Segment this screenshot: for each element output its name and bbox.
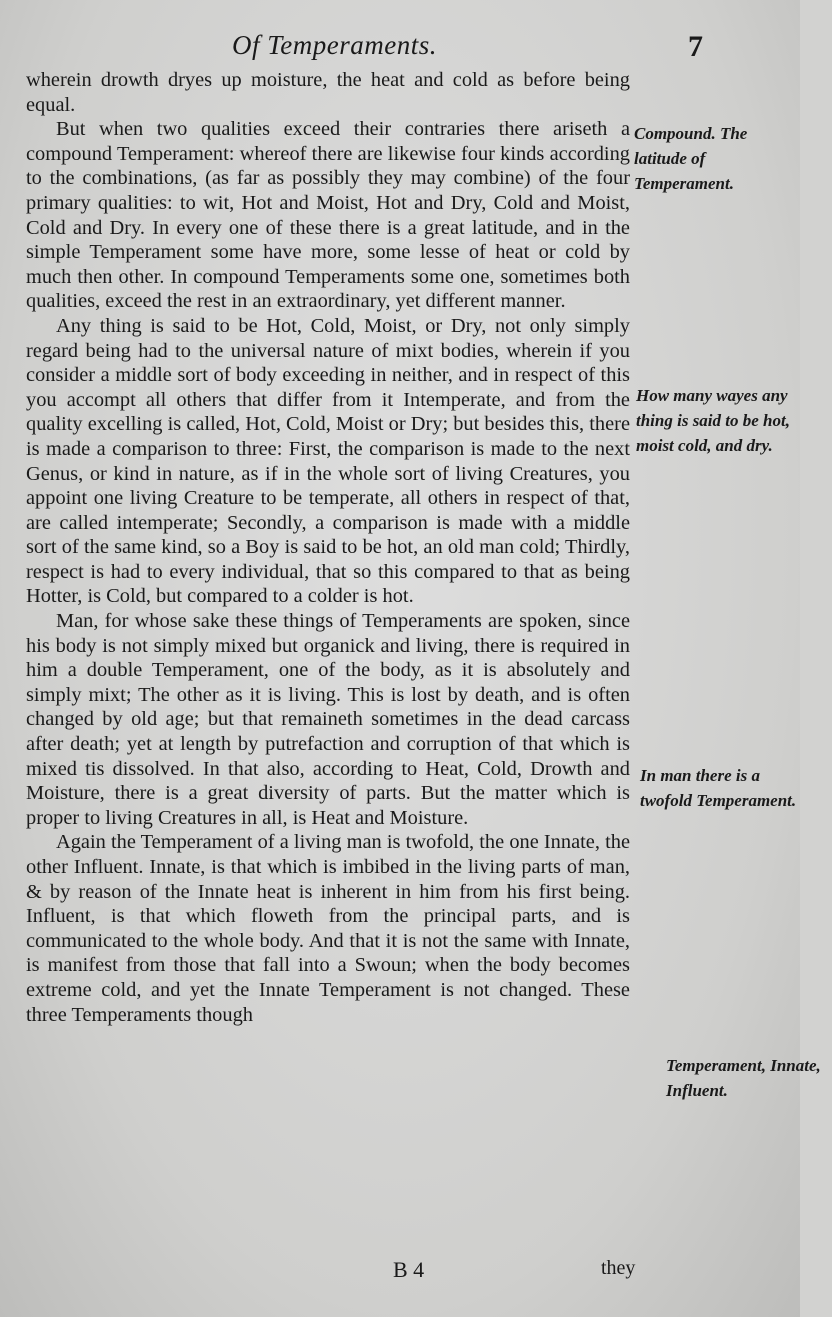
paragraph-2: But when two qualities exceed their contraries there ariseth a compound Temperament: whereof there are likewise four kinds according to the combinations, (as far as possibly they may combine) of the four primary qualities: to wit, Hot and Moist, Hot and Dry, Cold and Moist, Cold and Dry. In every one of these there is a great latitude, and in the simple Temperament some have more, some lesse of heat or cold by much then other. In compound Temperaments some one, sometimes both qualities, exceed the rest in an extraordinary, yet different manner. xyxy=(26,118,630,313)
signature-mark: B 4 xyxy=(393,1257,425,1282)
margin-note-compound: Compound. The latitude of Temperament. xyxy=(634,124,748,193)
margin-note-how-many-wayes: How many wayes any thing is said to be hot, moist cold, and dry. xyxy=(636,386,790,455)
paragraph-3: Any thing is said to be Hot, Cold, Moist, or Dry, not only simply regard being had to the universal nature of mixt bodies, wherein if you consider a middle sort of body exceeding in neither, and in respect of this you accompt all others that differ from it Intemperate, and from the quality excelling is called, Hot, Cold, Moist or Dry; but besides this, there is made a comparison to three: First, the comparison is made to the next Genus, or kind in nature, as if in the whole sort of living Creatures, you appoint one living Creature to be temperate, all others in respect of that, are called intemperate; Secondly, a comparison is made with a middle sort of the same kind, so a Boy is said to be hot, an old man cold; Thirdly, respect is had to every individual, that so this compared to that as being Hotter, is Cold, but compared to a colder is hot. xyxy=(26,314,630,608)
page-header xyxy=(0,30,800,70)
paragraph-1: wherein drowth dryes up moisture, the heat and cold as before being equal. xyxy=(26,69,630,116)
page-number: 7 xyxy=(688,30,703,63)
margin-note-twofold: In man there is a twofold Temperament. xyxy=(640,766,797,810)
running-title: Of Temperaments. xyxy=(232,30,438,60)
main-text xyxy=(26,68,630,1027)
margin-note-innate-influent: Temperament, Innate, Influent. xyxy=(666,1056,821,1100)
paragraph-4: Man, for whose sake these things of Temperaments are spoken, since his body is not simply mixed but organick and living, there is required in him a double Temperament, one of the body, as it is absolutely and simply mixt; The other as it is living. This is lost by death, and is often changed by old age; but that remaineth sometimes in the dead carcass after death; yet at length by putrefaction and corruption of that which is mixed tis dissolved. In that also, according to Heat, Cold, Drowth and Moisture, there is a great diversity of parts. But the matter which is proper to living Creatures in all, is Heat and Moisture. xyxy=(26,610,630,829)
paragraph-5: Again the Temperament of a living man is twofold, the one Innate, the other Influent. Innate, is that which is imbibed in the living parts of man, & by reason of the Innate heat is inherent in him from his first being. Influent, is that which floweth from the principal parts, and is communicated to the whole body. And that it is not the same with Innate, is manifest from those that fall into a Swoun; when the body becomes extreme cold, and yet the Innate Temperament is not changed. These three Temperaments though xyxy=(26,831,630,1026)
catchword: they xyxy=(601,1257,636,1279)
